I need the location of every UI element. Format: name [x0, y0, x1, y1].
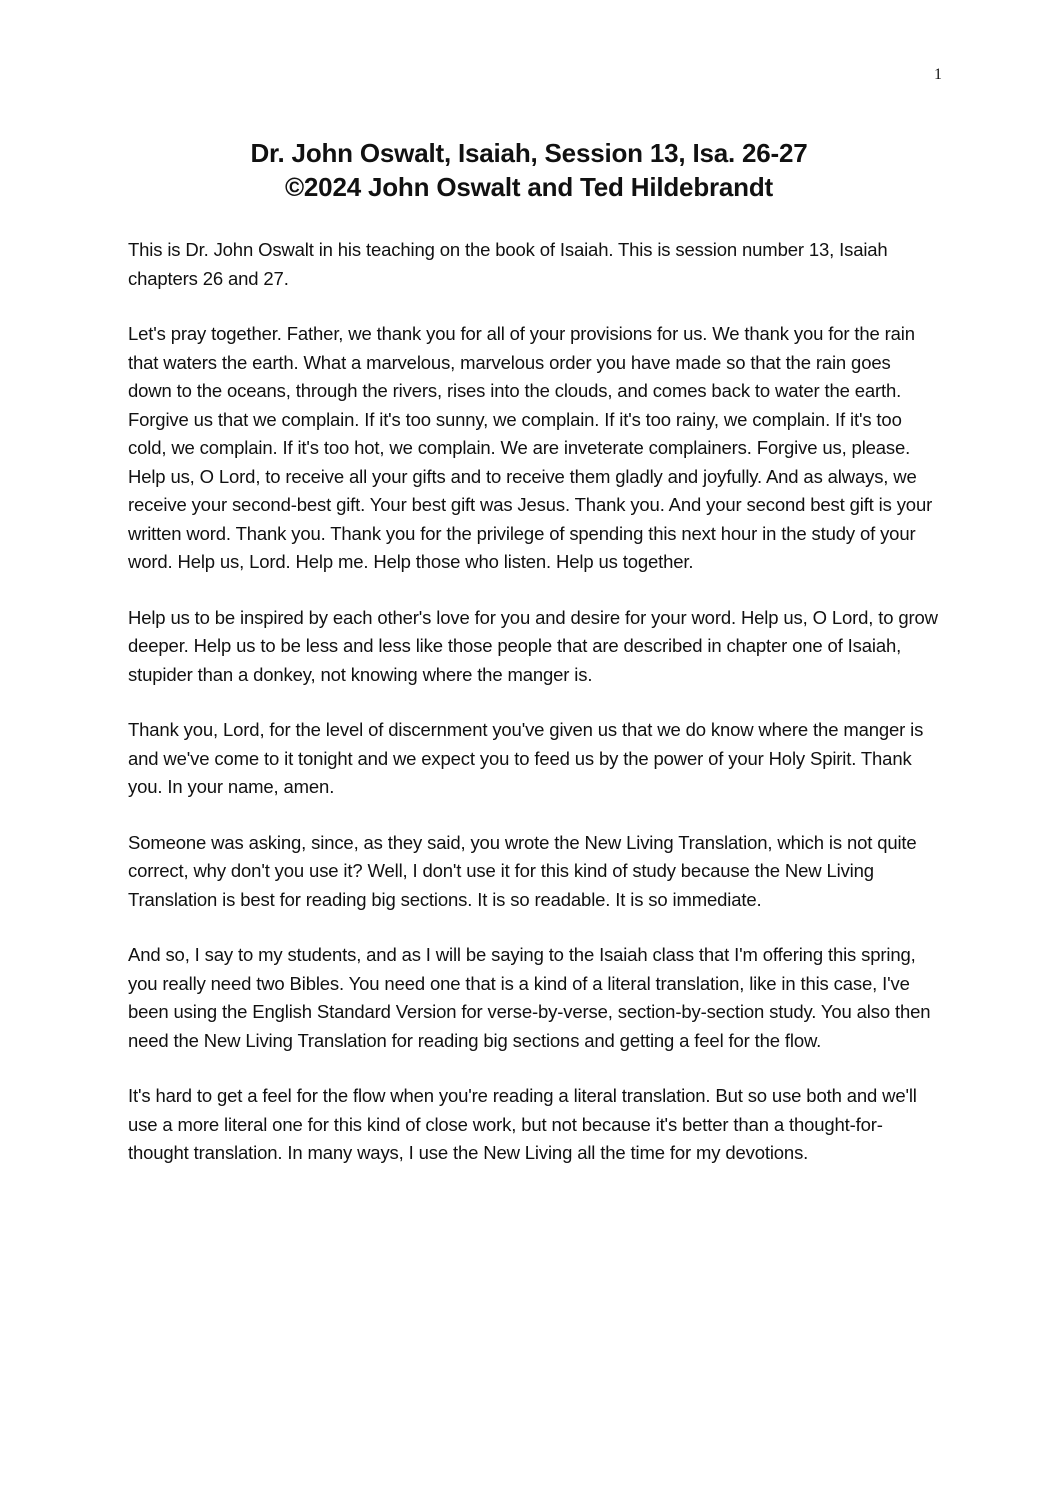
document-title — [0, 136, 1058, 204]
title-line-2: ©2024 John Oswalt and Ted Hildebrandt — [284, 172, 774, 202]
paragraph-intro: This is Dr. John Oswalt in his teaching on the book of Isaiah. This is session number 13, Isaiah chapters 26 and 27. — [128, 239, 888, 289]
paragraph-prayer: Let's pray together. Father, we thank you for all of your provisions for us. We thank you for the rain that waters the earth. What a marvelous, marvelous order you have made so that the rain goes down to the oceans, through the rivers, rises into the clouds, and comes back to water the earth. Forgive us that we complain. If it's too sunny, we complain. If it's too rainy, we complain. If it's too cold, we complain. If it's too hot, we complain. We are inveterate complainers. Forgive us, please. Help us, O Lord, to receive all your gifts and to receive them gladly and joyfully. And as always, we receive your second-best gift. Your best gift was Jesus. Thank you. And your second best gift is your written word. Thank you. Thank you for the privilege of spending this next hour in the study of your word. Help us, Lord. Help me. Help those who listen. Help us together. — [128, 323, 933, 572]
title-line-1: Dr. John Oswalt, Isaiah, Session 13, Isa. 26-27 — [250, 138, 808, 168]
transcript-body — [128, 236, 938, 1195]
paragraph-prayer-closing: Thank you, Lord, for the level of discernment you've given us that we do know where the manger is and we've come to it tonight and we expect you to feed us by the power of your Holy Spirit. Thank you. In your name, amen. — [128, 719, 924, 797]
paragraph-two-bibles: And so, I say to my students, and as I will be saying to the Isaiah class that I'm offering this spring, you really need two Bibles. You need one that is a kind of a literal translation, like in this case, I've been using the English Standard Version for verse-by-verse, section-by-section study. You also then need the New Living Translation for reading big sections and getting a feel for the flow. — [128, 944, 931, 1051]
paragraph-new-living-translation: Someone was asking, since, as they said, you wrote the New Living Translation, which is not quite correct, why don't you use it? Well, I don't use it for this kind of study because the New Living Translation is best for reading big sections. It is so readable. It is so immediate. — [128, 831, 917, 910]
paragraph-prayer-continued: Help us to be inspired by each other's love for you and desire for your word. Help us, O Lord, to grow deeper. Help us to be less and less like those people that are described in chapter one of Isaiah, stupider than a donkey, not knowing where the manger is. — [128, 606, 938, 685]
page-number: 1 — [934, 66, 942, 83]
paragraph-literal-translation: It's hard to get a feel for the flow when you're reading a literal translation. But so use both and we'll use a more literal one for this kind of close work, but not because it's better than a thought-for-thought translation. In many ways, I use the New Living all the time for my devotions. — [128, 1085, 917, 1163]
